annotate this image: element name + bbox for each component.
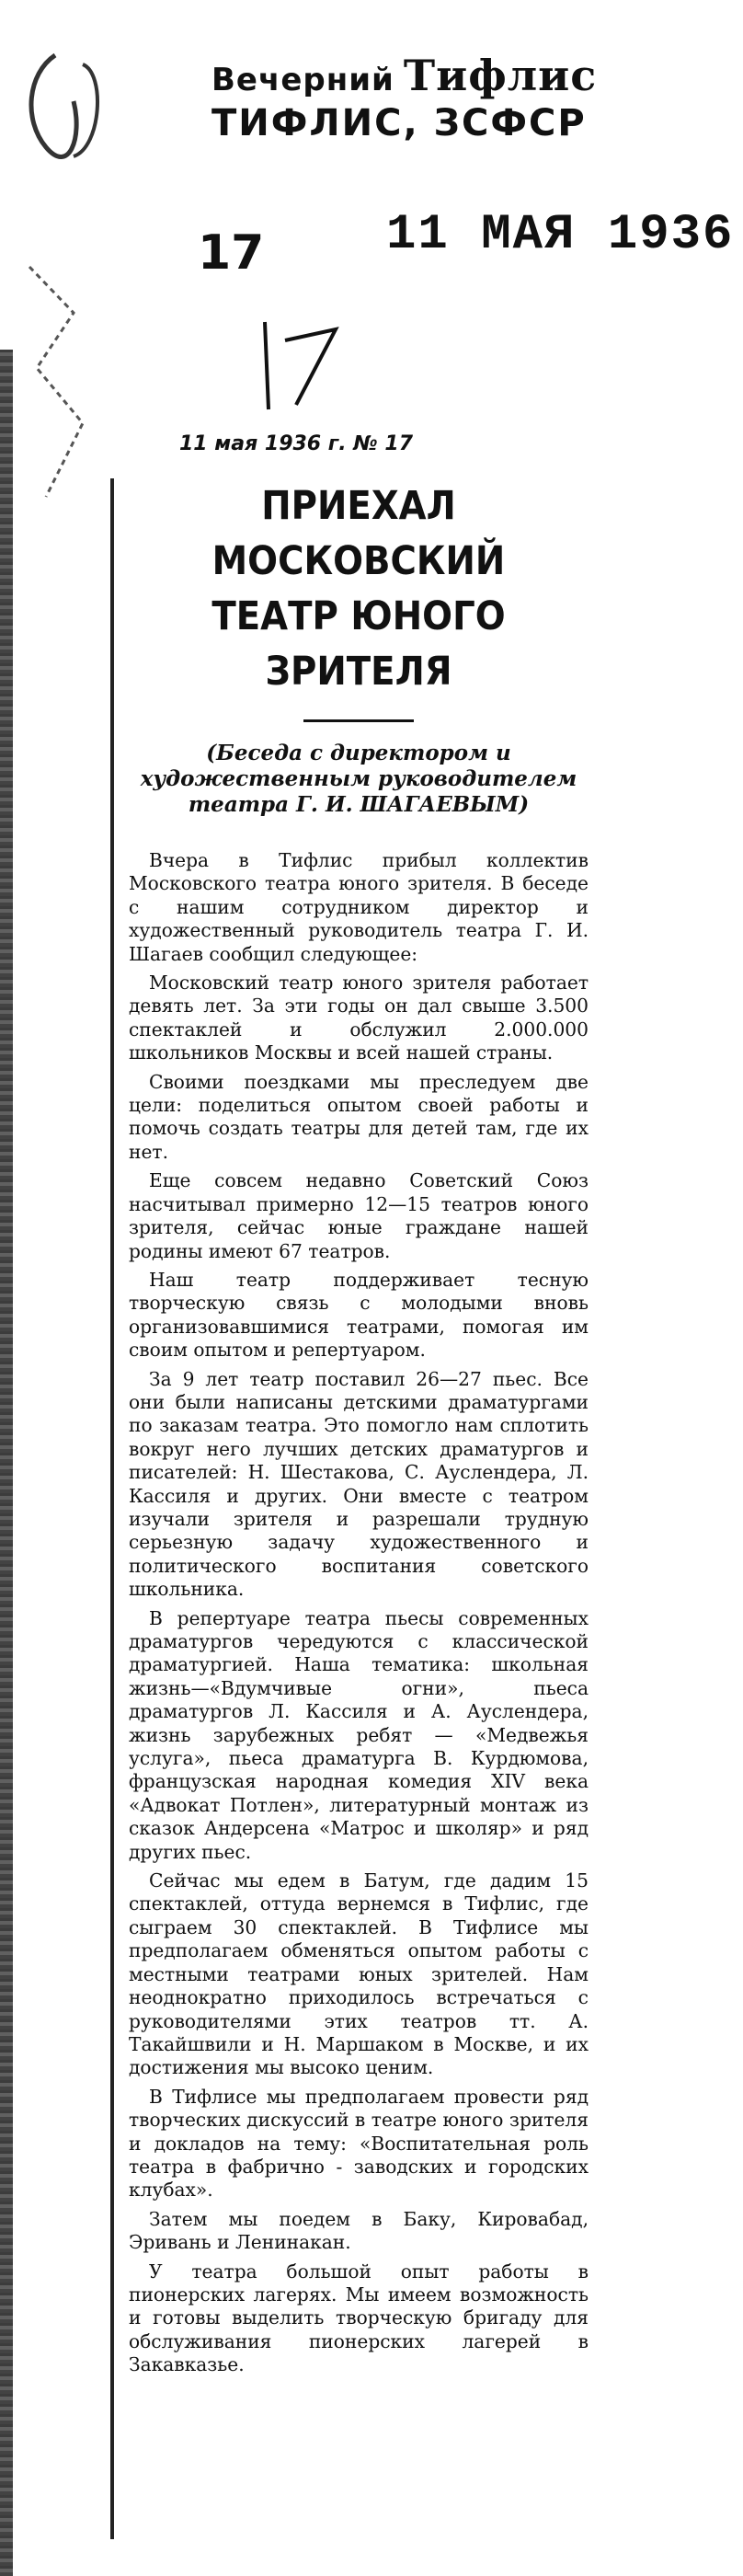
masthead-line-1 [211, 51, 598, 100]
scan-edge [0, 350, 13, 2576]
article-paragraph: В репертуаре театра пьесы современных драматургов чередуются с классической драматургией. Наша тематика: школьная жизнь—«Вдумчивые огни», пьеса драматургов Л. Кассиля и А. Ауслендера, жизнь зарубежных ребят — «Медвежья услуга», пьеса драматурга В. Курдюмова, французская народная комедия XIV века «Адвокат Потлен», литературный монтаж из сказок Андерсена «Матрос и школяр» и ряд других пьес. [129, 1606, 589, 1863]
newspaper-masthead [211, 51, 598, 144]
headline-line-1: ПРИЕХАЛ МОСКОВСКИЙ [211, 483, 506, 584]
article-paragraph: Московский театр юного зрителя работает девять лет. За эти годы он дал свыше 3.500 спектаклей и обслужил 2.000.000 школьников Москвы и всей нашей страны. [129, 972, 589, 1064]
pencil-scribble-icon [18, 37, 156, 515]
headline-line-2: ТЕАТР ЮНОГО ЗРИТЕЛЯ [211, 593, 506, 695]
article-paragraph: Вчера в Тифлис прибыл коллектив Московского театра юного зрителя. В беседе с нашим сотрудником директор и художественный руководитель театра Г. И. Шагаев сообщил следующее: [129, 849, 589, 965]
article-paragraph: В Тифлисе мы предполагаем провести ряд творческих дискуссий в театре юного зрителя и докладов на тему: «Воспитательная роль театра в фабрично - заводских и городских клубах». [129, 2085, 589, 2202]
article [129, 478, 589, 2383]
article-paragraph: Еще совсем недавно Советский Союз насчитывал примерно 12—15 театров юного зрителя, сейчас юные граждане нашей родины имеют 67 театров. [129, 1169, 589, 1262]
article-paragraph: За 9 лет театр поставил 26—27 пьес. Все они были написаны детскими драматургами по заказам театра. Это помогло нам сплотить вокруг него лучших детских драматургов и писателей: Н. Шестакова, С. Ауслендера, Л. Кассиля и других. Они вместе с театром изучали зрителя и разрешали трудную серьезную задачу художественного и политического воспитания советского школьника. [129, 1367, 589, 1601]
clipping-date-stamp: 11 МАЯ 1936 [386, 207, 735, 263]
issue-date-line: 11 мая 1936 г. № 17 [179, 432, 414, 455]
article-paragraph: Затем мы поедем в Баку, Кировабад, Эривань и Ленинакан. [129, 2207, 589, 2254]
handwritten-number-mark [248, 313, 349, 414]
article-paragraph: Наш театр поддерживает тесную творческую связь с молодыми вновь организовавшимися театрами, помогая им своим опытом и репертуаром. [129, 1268, 589, 1362]
article-paragraph: Сейчас мы едем в Батум, где дадим 15 спектаклей, оттуда вернемся в Тифлис, где сыграем 30 спектаклей. В Тифлисе мы предполагаем обменяться опытом работы с местными театрами юных зрителей. Нам неоднократно приходилось встречаться с руководителями этих театров тт. А. Такайшвили и Н. Маршаком в Москве, и их достижения мы высоко ценим. [129, 1869, 589, 2079]
masthead-edition: Вечерний [211, 62, 394, 98]
headline-divider [303, 719, 414, 722]
article-paragraph: У театра большой опыт работы в пионерских лагерях. Мы имеем возможность и готовы выделить творческую бригаду для обслуживания пионерских лагерей в Закавказье. [129, 2260, 589, 2376]
article-headline [152, 478, 566, 699]
masthead-title: Тифлис [403, 51, 598, 100]
masthead-place: ТИФЛИС, ЗСФСР [211, 102, 587, 144]
article-body [129, 849, 589, 2377]
article-paragraph: Своими поездками мы преследуем две цели: поделиться опытом своей работы и помочь создать театры для детей там, где их нет. [129, 1070, 589, 1163]
clipping-number-stamp: 17 [198, 225, 265, 281]
column-rule [110, 478, 114, 2539]
article-subheadline: (Беседа с директором и художественным руководителем театра Г. И. ШАГАЕВЫМ) [140, 741, 577, 817]
